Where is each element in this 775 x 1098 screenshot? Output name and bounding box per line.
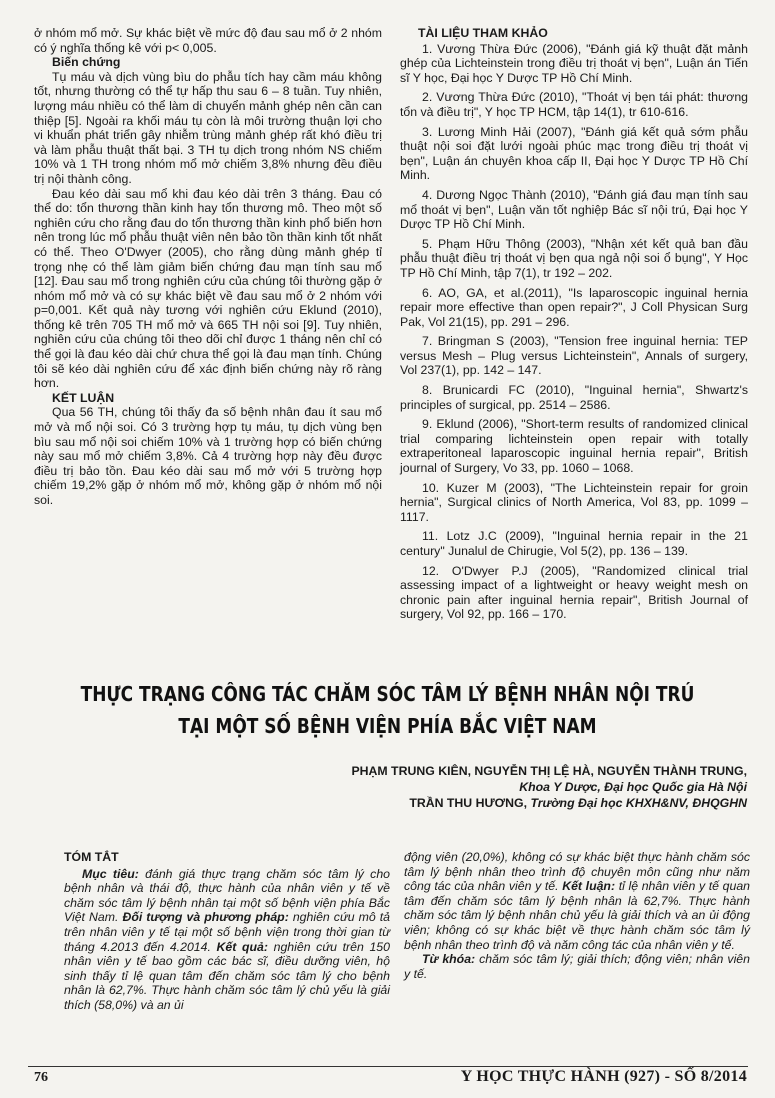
abstract-span: nghiên cứu trên 150 nhân viên y tế bao gồm các bác sĩ, điều dưỡng viên, hộ sinh thấy tỉ lệ quan tâm đến chăm sóc tâm lý cho bệnh nhân là 62,7%. Thực hành chăm sóc tâm lý chủ yếu là giải thích (58,0%) và an ủi — [64, 939, 390, 1012]
reference-item: 1. Vương Thừa Đức (2006), "Đánh giá kỹ thuật đặt mảnh ghép của Lichteinstein trong điều trị thoát vị bẹn", Luận án Tiến sĩ Y học, Đại học Y Dược TP Hồ Chí Minh. — [400, 41, 748, 85]
section-heading-conclusion: KẾT LUẬN — [52, 390, 115, 405]
abstract-label: Kết luận: — [562, 879, 616, 894]
abstract-text — [64, 867, 390, 1013]
abstract-right — [404, 850, 750, 981]
footer-divider — [28, 1066, 748, 1067]
reference-item: 2. Vương Thừa Đức (2010), "Thoát vị bẹn tái phát: thương tổn và điều trị", Y học TP HCM, tập 14(1), tr 610-616. — [400, 90, 748, 119]
reference-item: 11. Lotz J.C (2009), "Inguinal hernia repair in the 21 century" Junalul de Chirugie, Vol 5(2), pp. 136 – 139. — [400, 529, 748, 558]
abstract-heading: TÓM TẮT — [64, 850, 119, 864]
abstract-span: nghiên cứu mô tả trên nhân viên y tế tại một số bệnh viện trong thời gian từ tháng 4.2013 đến 4.2014. — [64, 910, 391, 954]
author-name: TRẦN THU HƯƠNG, — [409, 796, 531, 810]
abstract-left — [64, 850, 390, 1013]
abstract-label: Kết quả: — [216, 939, 268, 954]
title-text: THỰC TRẠNG CÔNG TÁC CHĂM SÓC TÂM LÝ BỆNH NHÂN NỘI TRÚ — [80, 682, 695, 706]
paragraph: Tụ máu và dịch vùng bìu do phẫu tích hay cầm máu không tốt, nhưng thường có thể tự hấp thu sau 6 – 8 tuần. Tuy nhiên, lượng máu nhiều có thể làm di chuyển mảnh ghép nên cần can thiệp [5]. Ngoài ra khối máu tụ còn là môi trường thuận lợi cho vi khuẩn phát triển gây nhiễm trùng mảnh ghép rất khó điều trị và làm phẫu thuật thất bại. 3 TH tụ dịch trong nhóm NS chiếm 10% và 1 TH trong nhóm mổ mở chiếm 3,8% nhưng đều điều trị nội thành công. — [34, 69, 382, 186]
paragraph: ở nhóm mổ mở. Sự khác biệt về mức độ đau sau mổ ở 2 nhóm có ý nghĩa thống kê với p< 0,005. — [34, 26, 382, 55]
keywords-text: chăm sóc tâm lý; giải thích; động viên; nhân viên y tế. — [404, 952, 750, 981]
author-affiliation-line — [227, 795, 747, 811]
page-number: 76 — [34, 1070, 48, 1085]
affiliation: Khoa Y Dược, Đại học Quốc gia Hà Nội — [519, 780, 747, 794]
abstract-text — [404, 850, 750, 952]
paragraph: Đau kéo dài sau mổ khi đau kéo dài trên 3 tháng. Đau có thể do: tổn thương thần kinh hay tổn thương mô. Theo một số nghiên cứu cho rằng đau do tổn thương thần kinh phổ biến hơn nên trong lúc mổ phẫu thuật viên nên bảo tồn thần kinh tốt nhất có thể. Theo O'Dwyer (2005), cho rằng dùng mảnh ghép tỉ trọng nhẹ có thể làm giảm biến chứng đau mạn tính sau mổ [12]. Đau sau mổ trong nghiên cứu của chúng tôi thường gặp ở nhóm mổ mở và có sự khác biệt về đau sau mổ ở 2 nhóm với p=0,001. Kết quả này tương với nghiên cứu Eklund (2010), thống kê trên 705 TH mổ mở và 665 TH nội soi [9]. Tuy nhiên, nghiên cứu của chúng tôi theo dõi chỉ được 1 tháng nên chỉ có thể gọi là đau kéo dài chứ chưa thể gọi là đau mạn tính. Chúng tôi sẽ kéo dài nghiên cứu để xác định biến chứng này rõ ràng hơn. — [34, 186, 382, 391]
abstract-span: đánh giá thực trạng chăm sóc tâm lý cho bệnh nhân và thái độ, thực hành của nhân viên y tế về chăm sóc tâm lý bệnh nhân tại một số bệnh viện phía Bắc Việt Nam. — [64, 866, 390, 925]
authors-line: PHẠM TRUNG KIÊN, NGUYỄN THỊ LỆ HÀ, NGUYỄN THÀNH TRUNG, — [351, 764, 747, 778]
reference-item: 4. Dương Ngọc Thành (2010), "Đánh giá đau mạn tính sau mổ thoát vị bẹn", Luận văn tốt nghiệp Bác sĩ nội trú, Đại học Y Dược TP Hồ Chí Minh. — [400, 187, 748, 232]
article-title-line-1 — [20, 682, 755, 706]
abstract-span: tỉ lệ nhân viên y tế quan tâm đến chăm sóc tâm lý bệnh nhân là 62,7%. Thực hành chăm sóc tâm lý bệnh nhân chủ yếu là giải thích và an ủi động viên; không có sự khác biệt về thực hành chăm sóc tâm lý bệnh nhân theo trình độ và năm công tác của nhân viên y tế. — [404, 879, 751, 952]
section-heading-complications: Biến chứng — [52, 55, 121, 70]
left-column — [34, 26, 382, 508]
reference-item: 9. Eklund (2006), "Short-term results of randomized clinical trial comparing lichteinstein open repair with totally extraperitoneal laparoscopic inguinal hernia repair", British journal of Surgery, Vo 33, pp. 1060 – 1068. — [400, 417, 748, 476]
authors-block — [227, 763, 747, 811]
reference-item: 12. O'Dwyer P.J (2005), "Randomized clinical trial assessing impact of a lightweight or heavy weight mesh on chronic pain after inguinal hernia repair", British Journal of surgery, Vol 92, pp. 166 – 170. — [400, 563, 748, 622]
reference-item: 8. Brunicardi FC (2010), "Inguinal hernia", Shwartz's principles of surgical, pp. 2514 – 2586. — [400, 383, 748, 412]
reference-item: 7. Bringman S (2003), "Tension free inguinal hernia: TEP versus Mesh – Plug versus Lichteinstein", Annals of surgery, Vol 237(1), pp. 142 – 147. — [400, 334, 748, 378]
keywords-label: Từ khóa: — [422, 952, 476, 967]
article-title-line-2 — [20, 714, 755, 738]
references-heading: TÀI LIỆU THAM KHẢO — [418, 26, 548, 40]
reference-item: 10. Kuzer M (2003), "The Lichteinstein repair for groin hernia", Surgical clinics of North America, Vol 83, pp. 1099 – 1117. — [400, 480, 748, 524]
title-text: TẠI MỘT SỐ BỆNH VIỆN PHÍA BẮC VIỆT NAM — [178, 714, 597, 738]
abstract-span: động viên (20,0%), không có sự khác biệt thực hành chăm sóc tâm lý bệnh nhân theo trình độ chuyên môn cũng như năm công tác của nhân viên y tế. — [404, 850, 750, 894]
paragraph: Qua 56 TH, chúng tôi thấy đa số bệnh nhân đau ít sau mổ mở và mổ nội soi. Có 3 trường hợp tụ máu, tụ dịch vùng bẹn bìu sau mổ nội soi chiếm 10% và 1 trường hợp có biến chứng này sau mổ mở chiếm 3,8%. Cả 4 trường hợp này đều được điều trị bảo tồn. Đau kéo dài sau mổ mở với 5 trường hợp chiếm 19,2% gặp ở nhóm mổ mở, không gặp ở nhóm mổ nội soi. — [34, 405, 382, 507]
reference-item: 5. Phạm Hữu Thông (2003), "Nhận xét kết quả ban đầu phẫu thuật điều trị thoát vị bẹn qua ngả nội soi ổ bụng", Y Học TP Hồ Chí Minh, tập 7(1), tr 192 – 202. — [400, 236, 748, 280]
journal-name: Y HỌC THỰC HÀNH (927) - SỐ 8/2014 — [460, 1068, 747, 1085]
references-column — [400, 26, 748, 627]
affiliation: Trường Đại học KHXH&NV, ĐHQGHN — [530, 796, 747, 810]
reference-item: 3. Lương Minh Hải (2007), "Đánh giá kết quả sớm phẫu thuật nội soi đặt lưới ngoài phúc mạc trong điều trị thoát vị bẹn", Luận án chuyên khoa cấp II, Đại học Y Dược TP Hồ Chí Minh. — [400, 124, 748, 183]
abstract-label: Đối tượng và phương pháp: — [122, 910, 289, 925]
keywords — [404, 952, 750, 981]
reference-item: 6. AO, GA, et al.(2011), "Is laparoscopic inguinal hernia repair more effective than open repair?", J Coll Physican Surg Pak, Vol 21(15), pp. 291 – 296. — [400, 285, 748, 329]
abstract-label: Mục tiêu: — [82, 866, 139, 881]
